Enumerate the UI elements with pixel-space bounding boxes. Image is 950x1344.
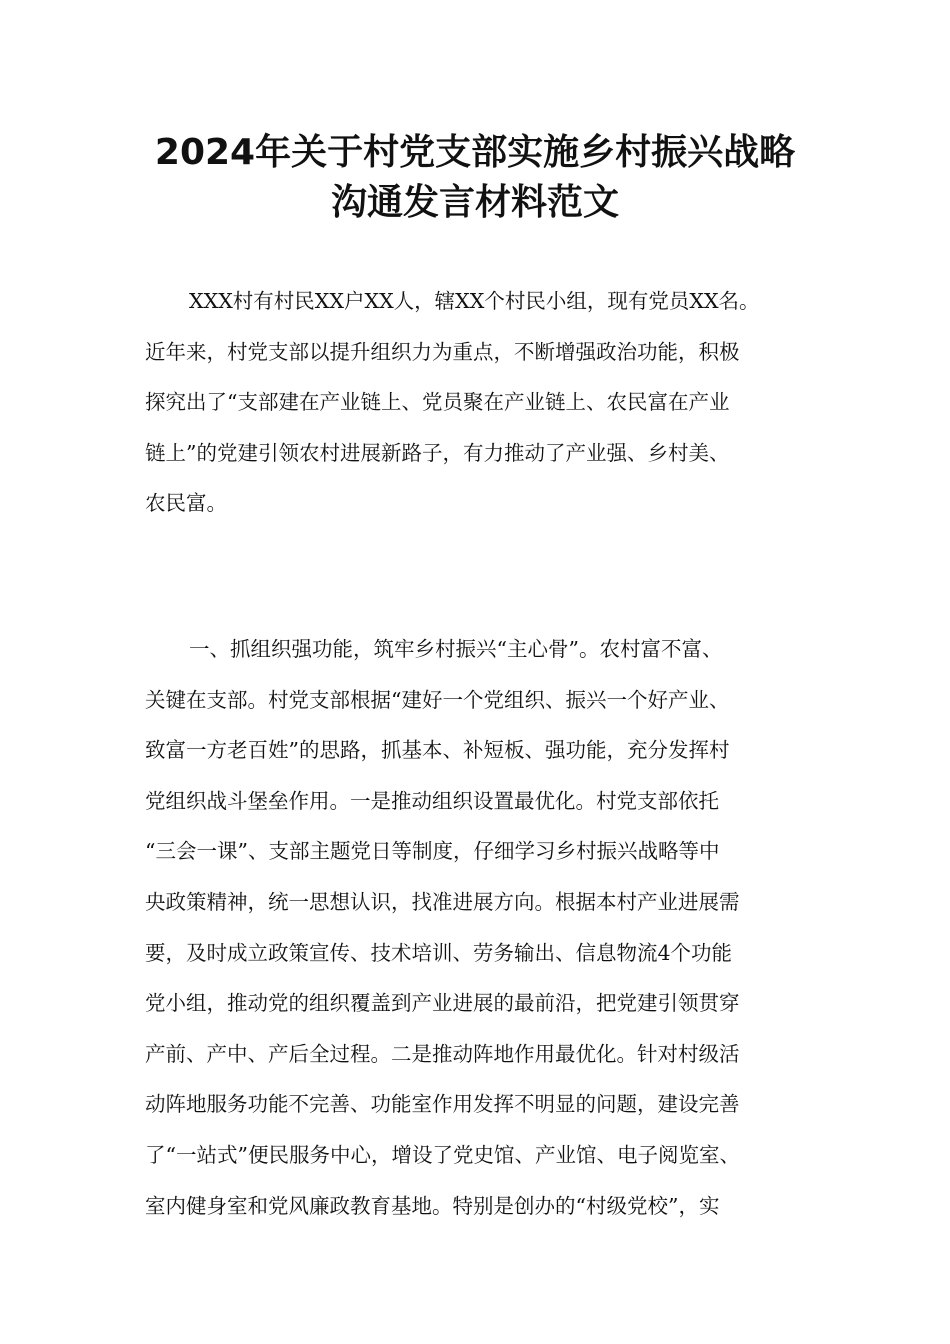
paragraph-line: 致富一方老百姓”的思路，抓基本、补短板、强功能，充分发挥村 [145, 738, 730, 763]
paragraph-line: 探究出了“支部建在产业链上、党员聚在产业链上、农民富在产业 [145, 390, 730, 415]
paragraph-line: 党小组，推动党的组织覆盖到产业进展的最前沿，把党建引领贯穿 [145, 991, 740, 1016]
paragraph-line: XXX村有村民XX户XX人，辖XX个村民小组，现有党员XX名。 [189, 289, 760, 313]
paragraph-line: 近年来，村党支部以提升组织力为重点，不断增强政治功能，积极 [145, 339, 740, 364]
paragraph-line: 室内健身室和党风廉政教育基地。特别是创办的“村级党校”，实 [145, 1193, 720, 1218]
document-title-line-1: 2024年关于村党支部实施乡村振兴战略 [154, 132, 796, 173]
document-title-line-2: 沟通发言材料范文 [330, 182, 619, 223]
paragraph-line: “三会一课”、支部主题党日等制度，仔细学习乡村振兴战略等中 [145, 839, 720, 864]
paragraph-section-one [145, 624, 815, 1231]
paragraph-line: 链上”的党建引领农村进展新路子，有力推动了产业强、乡村美、 [145, 440, 730, 465]
paragraph-line: 要，及时成立政策宣传、技术培训、劳务输出、信息物流4个功能 [145, 940, 733, 965]
paragraph-line: 党组织战斗堡垒作用。一是推动组织设置最优化。村党支部依托 [145, 788, 719, 813]
paragraph-line: 产前、产中、产后全过程。二是推动阵地作用最优化。针对村级活 [145, 1041, 740, 1066]
paragraph-line: 动阵地服务功能不完善、功能室作用发挥不明显的问题，建设完善 [145, 1092, 740, 1117]
paragraph-line: 了“一站式”便民服务中心，增设了党史馆、产业馆、电子阅览室、 [145, 1142, 740, 1167]
paragraph-line: 关键在支部。村党支部根据“建好一个党组织、振兴一个好产业、 [145, 687, 730, 712]
paragraph-intro [145, 276, 815, 529]
paragraph-line: 一、抓组织强功能，筑牢乡村振兴“主心骨”。农村富不富、 [189, 637, 723, 661]
paragraph-line: 农民富。 [145, 491, 227, 516]
paragraph-line: 央政策精神，统一思想认识，找准进展方向。根据本村产业进展需 [145, 889, 740, 914]
